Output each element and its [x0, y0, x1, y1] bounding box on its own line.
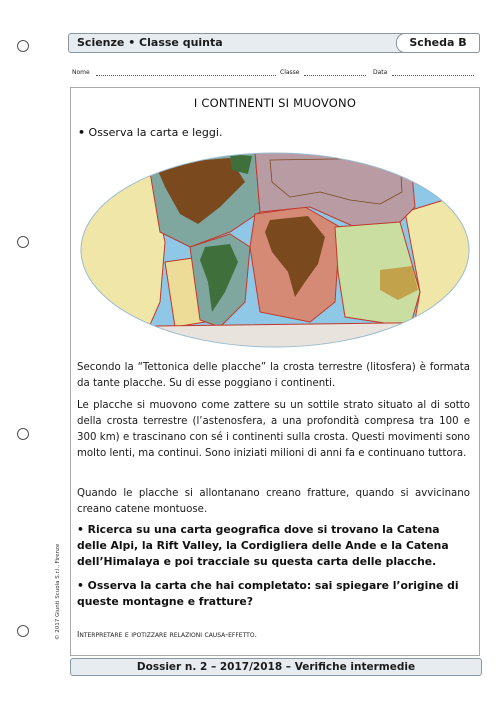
task-2-text: Osserva la carta che hai completato: sai spiegare l’origine di queste montagne e fratture? [77, 579, 459, 608]
header-bar [68, 33, 480, 53]
nome-label: Nome [72, 69, 90, 76]
classe-label: Classe [280, 69, 300, 76]
skill-note: Interpretare e ipotizzare relazioni causa-effetto. [77, 630, 258, 639]
bullet-icon: • [77, 579, 88, 592]
punch-hole-upper [17, 236, 29, 248]
student-fields [72, 69, 477, 79]
paragraph-1: Secondo la “Tettonica delle placche” la crosta terrestre (litosfera) è formata da tante placche. Su di esse poggiano i continenti. [77, 362, 470, 389]
punch-hole-lower [17, 428, 29, 440]
page-title: I CONTINENTI SI MUOVONO [193, 96, 357, 110]
subject-label: Scienze • Classe quinta [77, 36, 223, 49]
sheet-label: Scheda B [396, 33, 480, 53]
paragraph-3: Quando le placche si allontanano creano fratture, quando si avvicinano creano catene montuose. [77, 488, 470, 515]
antarctic-plate [80, 322, 470, 348]
instruction-text: Osserva la carta e leggi. [88, 126, 223, 139]
classe-line[interactable] [304, 69, 366, 76]
data-line[interactable] [392, 69, 474, 76]
instruction [78, 126, 222, 139]
task-1 [77, 522, 472, 570]
bullet-icon: • [77, 523, 88, 536]
task-2 [77, 578, 472, 610]
punch-hole-top [17, 40, 29, 52]
tectonic-plates-map [80, 152, 470, 348]
copyright-note: © 2017 Giunti Scuola S.r.l., Firenze [55, 543, 61, 640]
bullet-icon: • [78, 126, 86, 139]
paragraph-2: Le placche si muovono come zattere su un sottile strato situato al di sotto della crosta terrestre (l’astenosfera, a una profondità compresa tra 100 e 300 km) e trascinano con sé i continenti sulla crosta. Questi movimenti sono molto lenti, ma continui. Sono iniziati milioni di anni fa e continuano tuttora. [77, 400, 470, 459]
data-label: Data [373, 69, 388, 76]
task-1-text: Ricerca su una carta geografica dove si trovano la Catena delle Alpi, la Rift Valley, la Cordigliera delle Ande e la Catena dell’Himalaya e poi tracciale su questa carta delle placche. [77, 523, 449, 568]
footer-bar: Dossier n. 2 – 2017/2018 – Verifiche intermedie [70, 658, 482, 676]
nome-line[interactable] [96, 69, 276, 76]
punch-hole-bottom [17, 625, 29, 637]
